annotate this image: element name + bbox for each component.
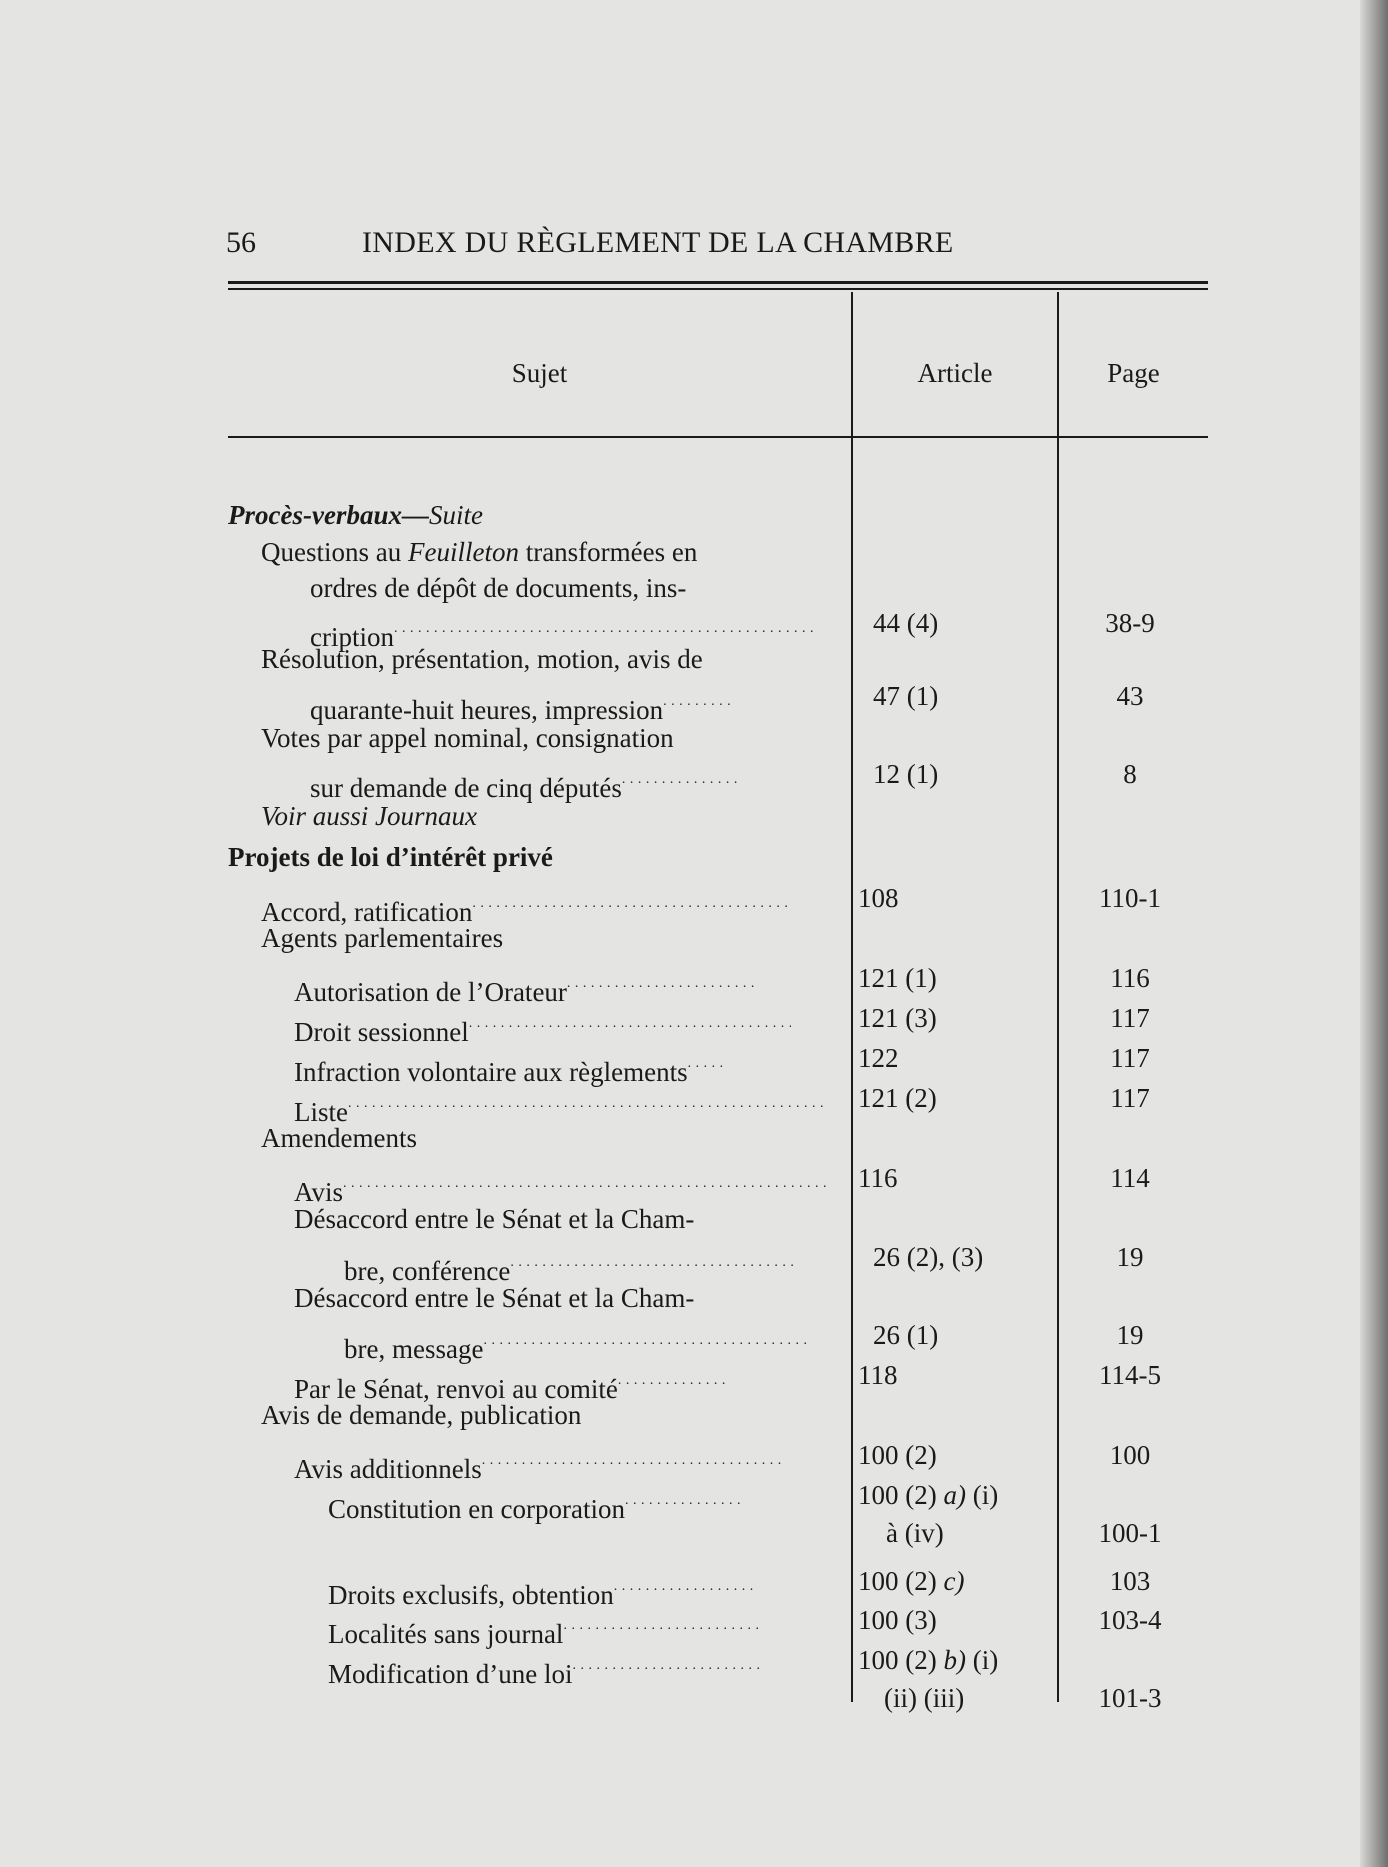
- page-column-divider: [1057, 292, 1059, 1702]
- column-header-subject: Sujet: [511, 358, 568, 388]
- column-header-article: Article: [917, 358, 993, 388]
- top-double-rule-1: [228, 281, 1208, 284]
- page-header: [226, 226, 1208, 266]
- top-double-rule-2: [228, 288, 1208, 290]
- article-column-divider: [851, 292, 853, 1702]
- page-number: 56: [226, 226, 256, 259]
- running-title: INDEX DU RÈGLEMENT DE LA CHAMBRE: [362, 226, 954, 259]
- book-spine-shadow: [1360, 0, 1388, 1867]
- column-header-bottom-rule: [228, 436, 1208, 438]
- column-header-page: Page: [1107, 358, 1160, 388]
